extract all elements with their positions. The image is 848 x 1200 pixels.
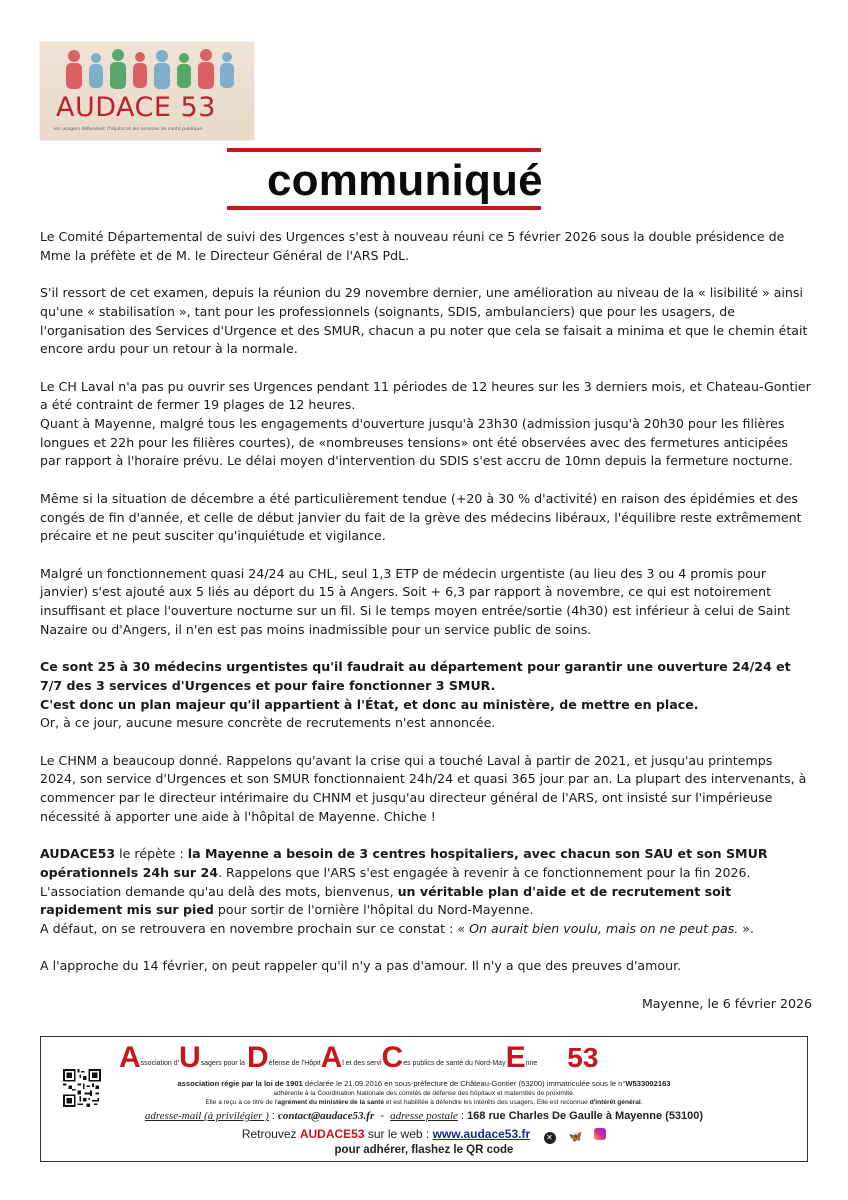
- paragraph-6-bold-2: C'est donc un plan majeur qu'il appartient à l'État, et donc au ministère, de mettre en place.: [40, 696, 699, 712]
- acronym-text-1: ssociation d': [140, 1060, 179, 1067]
- p8-text-4: pour sortir de l'ornière l'hôpital du Nord-Mayenne.: [213, 902, 534, 918]
- instagram-icon[interactable]: [594, 1128, 606, 1140]
- paragraph-8-line2: [40, 883, 812, 920]
- p8-audace53: AUDACE53: [40, 846, 116, 862]
- paragraph-4: Même si la situation de décembre a été particulièrement tendue (+20 à 30 % d'activité) en raison des épidémies et des congés de fin d'année, et celle de début janvier du fait de la grève des médecins libéraux, l'équilibre reste extrêmement précaire et ne peut susciter qu'inquiétude et vigilance.: [40, 490, 802, 544]
- p8-bold-plan: un véritable plan d'aide et de recrutement soit rapidement mis sur pied: [40, 883, 732, 918]
- bluesky-icon[interactable]: 🦋: [568, 1131, 583, 1143]
- p8-text-3: L'association demande qu'au delà des mots, bienvenus,: [40, 883, 398, 899]
- approval-text-1: Elle a reçu à ce titre de l': [205, 1099, 278, 1106]
- paragraph-8-line3: [40, 920, 812, 939]
- paragraph-7: Le CHNM a beaucoup donné. Rappelons qu'avant la crise qui a touché Laval à partir de 2021, et jusqu'au printemps 2024, son service d'Urgences et son SMUR fonctionnaient 24h/24 et quasi 365 jour par an. La plupart des intervenants, à commencer par le directeur intérimaire du CHNM et jusqu'au directeur général de l'ARS, ont insisté sur l'impérieuse nécessité à apporter une aide à l'hôpital de Mayenne. Chiche !: [40, 752, 807, 824]
- postal-label: adresse postale: [390, 1110, 458, 1122]
- title-rule-bottom: [227, 206, 541, 210]
- p8-text-2: . Rappelons que l'ARS s'est engagée à revenir à ce fonctionnement pour la fin 2026.: [218, 864, 751, 880]
- logo-tagline: les usagers défendent l'hôpital et les services de santé publique: [54, 127, 203, 132]
- approval-general-interest: d'intérêt général: [589, 1099, 641, 1106]
- approval-ministry: agrément du ministère de la santé: [277, 1099, 385, 1106]
- registration-line: [41, 1079, 807, 1088]
- acronym-text-2: sagers pour la: [200, 1060, 247, 1067]
- paragraph-2: S'il ressort de cet examen, depuis la réunion du 29 novembre dernier, une amélioration au niveau de la « lisibilité » ainsi qu'une « stabilisation », tant pour les professionnels (soignants, SDIS, ambulanciers) que pour les usagers, de l'organisation des Services d'Urgence et des SMUR, chacun a pu noter que cela se faisait a minima et que le chemin était encore ardu pour un retour à la normale.: [40, 285, 808, 357]
- title-rule-top: [227, 148, 541, 152]
- postal-sep: :: [457, 1110, 468, 1122]
- acronym-letter-c: C: [381, 1041, 404, 1074]
- acronym-text-4: l et des servi: [342, 1060, 382, 1067]
- web-prefix: Retrouvez: [241, 1127, 300, 1141]
- p8-text-6: ».: [738, 920, 755, 936]
- email-label: adresse-mail (à privilégier ): [144, 1110, 269, 1122]
- paragraph-6: [40, 658, 812, 695]
- paragraph-6-line3: Or, à ce jour, aucune mesure concrète de recrutements n'est annoncée.: [40, 715, 496, 731]
- acronym-text-3: éfense de l'Hôpit: [268, 1060, 321, 1067]
- acronym-text-5: es publics de santé du Nord-May: [403, 1060, 506, 1067]
- press-release-body: [40, 228, 812, 1032]
- paragraph-3-laval: Le CH Laval n'a pas pu ouvrir ses Urgences pendant 11 périodes de 12 heures sur les 3 derniers mois, et Chateau-Gontier a été contraint de fermer 19 plages de 12 heures.: [40, 378, 811, 413]
- audace53-logo: [40, 42, 254, 140]
- paragraph-6-bold-1: Ce sont 25 à 30 médecins urgentistes qu'il faudrait au département pour garantir une ouverture 24/24 et 7/7 des 3 services d'Urgences et pour faire fonctionner 3 SMUR.: [40, 659, 791, 693]
- email-address[interactable]: contact@audace53.fr: [278, 1110, 375, 1122]
- p8-text-5: A défaut, on se retrouvera en novembre prochain sur ce constat : «: [40, 920, 470, 936]
- title-block: [227, 148, 541, 212]
- approval-text-2: et est habilitée à défendre les intérêts des usagers. Elle est reconnue: [384, 1099, 590, 1106]
- people-group-logo-graphic: [60, 48, 240, 92]
- p8-bold-need: la Mayenne a besoin de 3 centres hospitaliers, avec chacun son SAU et son SMUR opérationnels 24h sur 24: [40, 846, 768, 880]
- membership-lines: [41, 1089, 807, 1107]
- paragraph-3: [40, 378, 812, 415]
- website-link[interactable]: www.audace53.fr: [432, 1127, 531, 1141]
- acronym-letter-d: D: [246, 1041, 269, 1074]
- postal-address: 168 rue Charles De Gaulle à Mayenne (53100): [467, 1110, 704, 1122]
- logo-brand-text: AUDACE 53: [56, 92, 216, 123]
- association-acronym-line: [119, 1041, 799, 1077]
- web-line: [41, 1127, 807, 1144]
- join-qr-line: pour adhérer, flashez le QR code: [334, 1144, 514, 1156]
- web-mid: sur le web :: [364, 1127, 433, 1141]
- email-sep: :: [268, 1110, 279, 1122]
- paragraph-8: [40, 845, 812, 882]
- acronym-number: 53: [567, 1042, 599, 1073]
- paragraph-6-line2: [40, 696, 812, 715]
- paragraph-5: Malgré un fonctionnement quasi 24/24 au CHL, seul 1,3 ETP de médecin urgentiste (au lieu des 3 ou 4 promis pour janvier) s'est ajouté aux 5 liés au déport du 15 à Angers. Soit + 6,3 par rapport à novembre, ce qui est notoirement insuffisant et place l'ouverture nocturne sur un fil. Si le temps moyen entrée/sortie (4h30) est inférieur à celui de Saint Nazaire ou d'Angers, il n'en est pas moins inadmissible pour un service public de soins.: [40, 565, 790, 637]
- footer-box: [40, 1036, 808, 1162]
- page-title: communiqué: [267, 156, 543, 205]
- p8-quote: On aurait bien voulu, mais on ne peut pas.: [469, 920, 739, 936]
- membership-line-2: [41, 1098, 807, 1107]
- acronym-letter-a2: A: [320, 1041, 343, 1074]
- x-twitter-icon[interactable]: ✕: [544, 1132, 556, 1144]
- paragraph-3-mayenne: Quant à Mayenne, malgré tous les engagements d'ouverture jusqu'à 23h30 (admission jusqu'à 20h30 pour les filières longues et 22h pour les filières courtes), de «nombreuses tensions» ont été observées avec des fermetures anticipées par rapport à l'horaire prévu. Le délai moyen d'intervention du SDIS s'est accru de 10mn depuis la fermeture nocturne.: [40, 416, 793, 469]
- approval-text-3: .: [640, 1099, 643, 1106]
- registration-text: déclarée le 21.09.2016 en sous-préfecture de Château-Gontier (53200) immatriculée sous le n°: [302, 1079, 626, 1088]
- registration-law: association régie par la loi de 1901: [177, 1079, 303, 1088]
- registration-number: W533002163: [625, 1079, 671, 1088]
- acronym-letter-a: A: [119, 1041, 141, 1074]
- contact-line: adresse-mail (à privilégier ) : contact@audace53.fr - adresse postale : 168 rue Charles De Gaulle à Mayenne (53100): [144, 1110, 704, 1122]
- acronym-letter-u: U: [178, 1041, 201, 1074]
- signature-date: Mayenne, le 6 février 2026: [641, 995, 812, 1011]
- membership-line-1: adhérente à la Coordination Nationale des comités de défense des hôpitaux et maternités de proximité.: [273, 1090, 575, 1097]
- paragraph-1: Le Comité Départemental de suivi des Urgences s'est à nouveau réuni ce 5 février 2026 sous la double présidence de Mme la préfète et de M. le Directeur Général de l'ARS PdL.: [40, 229, 785, 263]
- web-brand: AUDACE53: [299, 1127, 365, 1141]
- paragraph-9: A l'approche du 14 février, on peut rappeler qu'il n'y a pas d'amour. Il n'y a que des preuves d'amour.: [40, 958, 682, 974]
- p8-text-1: le répète :: [115, 846, 188, 862]
- acronym-text-6: nne: [525, 1060, 538, 1067]
- acronym-letter-e: E: [505, 1041, 526, 1074]
